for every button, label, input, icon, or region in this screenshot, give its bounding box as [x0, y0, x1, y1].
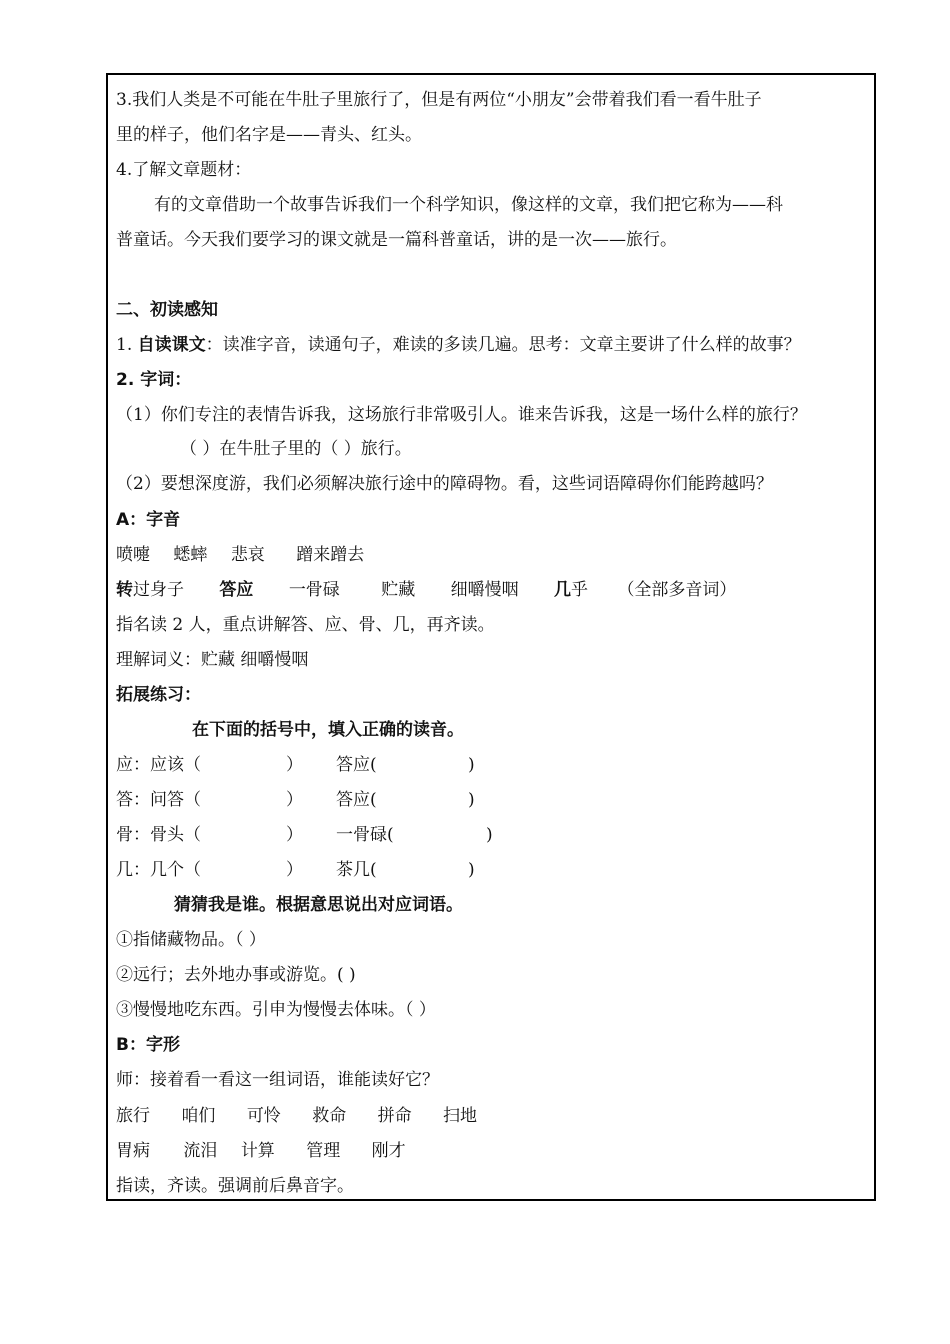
word: 蟋蟀	[173, 545, 208, 565]
word-bold: 转	[116, 580, 133, 600]
question1: （1）你们专注的表情告诉我，这场旅行非常吸引人。谁来告诉我，这是一场什么样的旅行？	[116, 405, 807, 425]
partB-words-row2	[116, 1139, 406, 1163]
partB-teacher-line: 师：接着看一看这一组词语，谁能读好它？	[116, 1070, 439, 1090]
partA-heading: A：字音	[116, 510, 181, 530]
word-right: 茶几(	[336, 860, 377, 880]
word-bold: 答应	[219, 580, 254, 600]
item4-title: 4.了解文章题材：	[116, 160, 252, 180]
item1-bold-label: 自读课文	[137, 335, 206, 355]
word-right: 答应(	[336, 790, 377, 810]
word-left: 几：几个（	[116, 860, 201, 880]
polyphone-note: （全部多音词）	[617, 580, 737, 600]
item3-line1: 3.我们人类是不可能在牛肚子里旅行了，但是有两位“小朋友”会带着我们看一看牛肚子	[116, 90, 762, 110]
item3-line2: 里的样子，他们名字是——青头、红头。	[116, 125, 422, 145]
word: 蹭来蹭去	[296, 545, 365, 565]
partA-meaning: 理解词义：贮藏 细嚼慢咽	[116, 650, 309, 670]
partB-words-row1	[116, 1104, 477, 1128]
blank-close: ）	[286, 790, 303, 810]
item1-number: 1.	[116, 335, 133, 355]
word: 救命	[312, 1106, 347, 1126]
partA-instruction: 指名读 2 人，重点讲解答、应、骨、几，再齐读。	[116, 615, 495, 635]
word: 咱们	[181, 1106, 216, 1126]
practice-task1: 在下面的括号中，填入正确的读音。	[192, 720, 464, 740]
partB-heading: B：字形	[116, 1035, 180, 1055]
partA-words-row2	[116, 578, 736, 602]
blank-close: ）	[286, 860, 303, 880]
word-right: 答应(	[336, 755, 377, 775]
word: 管理	[306, 1141, 341, 1161]
blank-close: )	[486, 825, 493, 845]
word: 细嚼慢咽	[450, 580, 519, 600]
section2-item2: 2. 字词：	[116, 370, 192, 390]
word: 乎	[571, 580, 589, 600]
question1-blank: （ ）在牛肚子里的（ ）旅行。	[180, 439, 412, 459]
question2: （2）要想深度游，我们必须解决旅行途中的障碍物。看，这些词语障碍你们能跨越吗？	[116, 474, 773, 494]
word-left: 答：问答（	[116, 790, 201, 810]
word: 刚才	[371, 1141, 406, 1161]
section2-heading: 二、初读感知	[116, 300, 218, 320]
blank-close: )	[468, 790, 475, 810]
word: 悲哀	[230, 545, 265, 565]
practice-heading: 拓展练习：	[116, 685, 201, 705]
guess-item: ③慢慢地吃东西。引申为慢慢去体味。（ ）	[116, 1000, 436, 1020]
item1-text: ：读准字音，读通句子，难读的多读几遍。思考：文章主要讲了什么样的故事？	[205, 335, 801, 355]
word: 计算	[240, 1141, 275, 1161]
word-right: 一骨碌(	[336, 825, 394, 845]
word: 贮藏	[381, 580, 416, 600]
intro-paragraph-line2: 普童话。今天我们要学习的课文就是一篇科普童话，讲的是一次——旅行。	[116, 230, 677, 250]
blank-close: ）	[286, 825, 303, 845]
word: 扫地	[443, 1106, 478, 1126]
blank-close: )	[468, 755, 475, 775]
intro-paragraph-line1: 有的文章借助一个故事告诉我们一个科学知识，像这样的文章，我们把它称为——科	[154, 195, 783, 215]
section2-item1	[116, 333, 801, 357]
word: 可怜	[246, 1106, 281, 1126]
blank-close: )	[468, 860, 475, 880]
word: 拼命	[377, 1106, 412, 1126]
word: 一骨碌	[288, 580, 340, 600]
blank-close: ）	[286, 755, 303, 775]
word: 旅行	[116, 1106, 150, 1126]
word: 过身子	[133, 580, 184, 600]
guess-item: ①指储藏物品。（ ）	[116, 930, 266, 950]
practice-task2: 猜猜我是谁。根据意思说出对应词语。	[174, 895, 463, 915]
word: 喷嚏	[116, 545, 150, 565]
word-left: 骨：骨头（	[116, 825, 201, 845]
word-left: 应：应该（	[116, 755, 201, 775]
word: 胃病	[116, 1141, 150, 1161]
partA-words-row1	[116, 543, 364, 567]
word: 流泪	[183, 1141, 218, 1161]
partB-closing: 指读，齐读。强调前后鼻音字。	[116, 1176, 354, 1196]
guess-item: ②远行；去外地办事或游览。( )	[116, 965, 356, 985]
word-bold: 几	[554, 580, 572, 600]
